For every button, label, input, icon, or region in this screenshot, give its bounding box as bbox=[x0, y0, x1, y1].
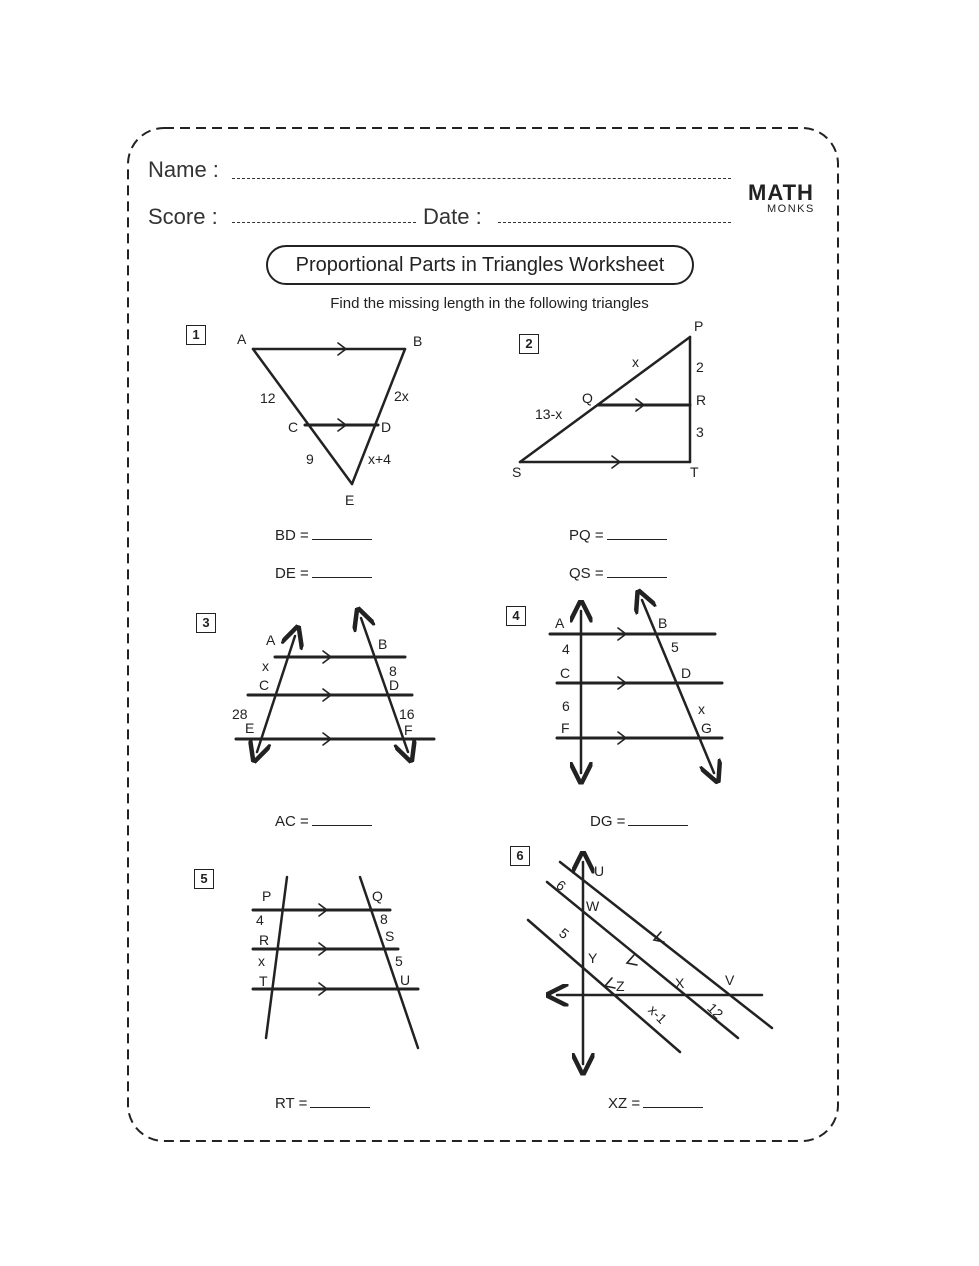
p2-len-rt: 3 bbox=[696, 424, 704, 440]
answer-rt-blank[interactable] bbox=[310, 1107, 370, 1108]
answer-de-blank[interactable] bbox=[312, 577, 372, 578]
p3-label-b: B bbox=[378, 636, 388, 652]
answer-dg-blank[interactable] bbox=[628, 825, 688, 826]
answer-qs bbox=[569, 565, 667, 582]
p6-label-z: Z bbox=[616, 978, 625, 994]
p2-label-r: R bbox=[696, 392, 707, 408]
p5-label-s: S bbox=[385, 928, 395, 944]
p1-label-c: C bbox=[288, 419, 299, 435]
p6-label-u: U bbox=[594, 863, 605, 879]
p4-label-a: A bbox=[555, 615, 565, 631]
problem-number-3: 3 bbox=[196, 613, 216, 633]
p5-len-rt: x bbox=[258, 953, 265, 969]
p4-len-bd: 5 bbox=[671, 639, 679, 655]
answer-qs-label: QS = bbox=[569, 565, 604, 582]
p3-len-ce: 28 bbox=[232, 706, 248, 722]
answer-xz bbox=[608, 1095, 703, 1112]
p3-label-e: E bbox=[245, 720, 255, 736]
p4-len-dg: x bbox=[698, 701, 705, 717]
p3-label-c: C bbox=[259, 677, 270, 693]
score-field[interactable] bbox=[232, 222, 416, 223]
p3-len-df: 16 bbox=[399, 706, 415, 722]
p1-label-b: B bbox=[413, 333, 423, 349]
answer-ac-blank[interactable] bbox=[312, 825, 372, 826]
p3-label-f: F bbox=[404, 722, 413, 738]
worksheet-instructions: Find the missing length in the following triangles bbox=[330, 295, 649, 312]
name-field[interactable] bbox=[232, 178, 731, 179]
problem-number-2: 2 bbox=[519, 334, 539, 354]
answer-dg-label: DG = bbox=[590, 813, 626, 830]
answer-bd-label: BD = bbox=[275, 527, 309, 544]
p1-label-e: E bbox=[345, 492, 355, 508]
p5-len-su: 5 bbox=[395, 953, 403, 969]
p1-label-a: A bbox=[237, 331, 247, 347]
answer-ac bbox=[275, 813, 372, 830]
logo-math: MATH bbox=[748, 180, 814, 205]
answer-xz-blank[interactable] bbox=[643, 1107, 703, 1108]
figure-2 bbox=[520, 337, 690, 468]
p1-len-de: x+4 bbox=[368, 451, 391, 467]
p2-label-s: S bbox=[512, 464, 522, 480]
p4-len-ac: 4 bbox=[562, 641, 570, 657]
answer-qs-blank[interactable] bbox=[607, 577, 667, 578]
p6-len-xv: 12 bbox=[704, 999, 727, 1023]
p5-label-r: R bbox=[259, 932, 270, 948]
p4-label-c: C bbox=[560, 665, 571, 681]
p2-len-qs: 13-x bbox=[535, 406, 563, 422]
p4-label-f: F bbox=[561, 720, 570, 736]
p6-label-v: V bbox=[725, 972, 735, 988]
answer-xz-label: XZ = bbox=[608, 1095, 641, 1112]
p6-len-zx: x-1 bbox=[645, 1001, 671, 1027]
p5-label-q: Q bbox=[372, 888, 383, 904]
p5-label-p: P bbox=[262, 888, 272, 904]
answer-de bbox=[275, 565, 372, 582]
p5-len-pr: 4 bbox=[256, 912, 264, 928]
answer-bd bbox=[275, 527, 372, 544]
p2-label-q: Q bbox=[582, 390, 593, 406]
p3-len-bd: 8 bbox=[389, 663, 397, 679]
date-field[interactable] bbox=[498, 222, 731, 223]
p3-label-d: D bbox=[389, 677, 400, 693]
worksheet-title: Proportional Parts in Triangles Worksheet bbox=[266, 245, 694, 285]
answer-dg bbox=[590, 813, 688, 830]
p6-label-y: Y bbox=[588, 950, 598, 966]
p2-len-pr: 2 bbox=[696, 359, 704, 375]
problem-number-4: 4 bbox=[506, 606, 526, 626]
p6-len-wy: 5 bbox=[556, 924, 573, 943]
figure-6 bbox=[528, 862, 772, 1064]
figure-5 bbox=[253, 877, 418, 1048]
p4-len-cf: 6 bbox=[562, 698, 570, 714]
p1-label-d: D bbox=[381, 419, 392, 435]
answer-pq bbox=[569, 527, 667, 544]
p5-label-t: T bbox=[259, 973, 268, 989]
score-label: Score : bbox=[148, 204, 218, 229]
p5-len-qs: 8 bbox=[380, 911, 388, 927]
answer-pq-blank[interactable] bbox=[607, 539, 667, 540]
p4-label-b: B bbox=[658, 615, 668, 631]
answer-rt-label: RT = bbox=[275, 1095, 308, 1112]
answer-rt bbox=[275, 1095, 370, 1112]
answer-pq-label: PQ = bbox=[569, 527, 604, 544]
p6-len-uw: 6 bbox=[553, 876, 570, 895]
p1-len-ce: 9 bbox=[306, 451, 314, 467]
p2-len-pq: x bbox=[632, 354, 639, 370]
answer-ac-label: AC = bbox=[275, 813, 309, 830]
problem-number-5: 5 bbox=[194, 869, 214, 889]
p2-label-t: T bbox=[690, 464, 699, 480]
p1-len-bd: 2x bbox=[394, 388, 409, 404]
p4-label-g: G bbox=[701, 720, 712, 736]
p1-len-ac: 12 bbox=[260, 390, 276, 406]
p5-label-u: U bbox=[400, 972, 411, 988]
p6-label-w: W bbox=[586, 898, 600, 914]
answer-bd-blank[interactable] bbox=[312, 539, 372, 540]
date-label: Date : bbox=[423, 204, 482, 229]
problem-number-6: 6 bbox=[510, 846, 530, 866]
problem-number-1: 1 bbox=[186, 325, 206, 345]
p3-len-ac: x bbox=[262, 658, 269, 674]
figure-4 bbox=[550, 600, 722, 773]
logo-monks: MONKS bbox=[767, 203, 815, 215]
p6-label-x: X bbox=[675, 975, 685, 991]
name-label: Name : bbox=[148, 157, 219, 182]
p3-label-a: A bbox=[266, 632, 276, 648]
answer-de-label: DE = bbox=[275, 565, 309, 582]
p4-label-d: D bbox=[681, 665, 692, 681]
p2-label-p: P bbox=[694, 318, 704, 334]
